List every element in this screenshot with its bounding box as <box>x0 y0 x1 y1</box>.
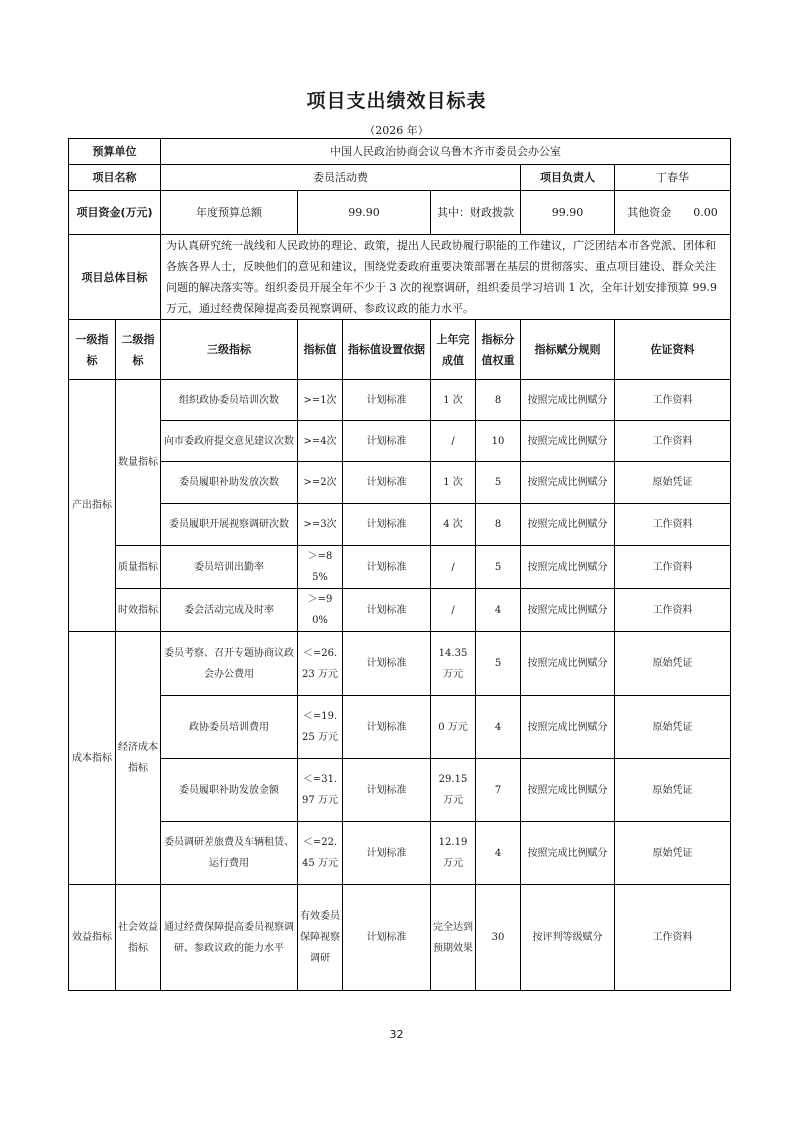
page-number: 32 <box>389 1028 404 1041</box>
level1-cell: 产出指标 <box>69 380 116 632</box>
indicator-rule: 按照完成比例赋分 <box>521 589 615 632</box>
indicator-last-year: 完全达到预期效果 <box>431 885 476 991</box>
table-row <box>69 632 731 696</box>
goal-label: 项目总体目标 <box>69 235 161 320</box>
row-unit <box>69 139 731 165</box>
indicator-rule: 按照完成比例赋分 <box>521 421 615 462</box>
indicator-last-year: / <box>431 589 476 632</box>
leader-value: 丁春华 <box>615 165 731 191</box>
indicator-value: 有效委员保障视察调研 <box>298 885 343 991</box>
indicator-rule: 按评判等级赋分 <box>521 885 615 991</box>
indicator-name: 通过经费保障提高委员视察调研、参政议政的能力水平 <box>161 885 298 991</box>
indicator-value: ＜=19.25 万元 <box>298 696 343 759</box>
indicator-value: ＞=90% <box>298 589 343 632</box>
indicator-evidence: 原始凭证 <box>615 696 731 759</box>
table-row <box>69 885 731 991</box>
indicator-evidence: 原始凭证 <box>615 632 731 696</box>
indicator-weight: 4 <box>476 822 521 885</box>
indicator-name: 委员培训出勤率 <box>161 546 298 589</box>
header-evidence: 佐证资料 <box>615 320 731 380</box>
indicator-value: ＜=22.45 万元 <box>298 822 343 885</box>
page-title: 项目支出绩效目标表 <box>306 90 487 112</box>
indicator-value: >=1次 <box>298 380 343 421</box>
header-weight: 指标分值权重 <box>476 320 521 380</box>
header-basis: 指标值设置依据 <box>343 320 431 380</box>
fiscal-value: 99.90 <box>521 191 615 235</box>
indicator-value: ＜=26.23 万元 <box>298 632 343 696</box>
indicator-weight: 30 <box>476 885 521 991</box>
indicator-evidence: 工作资料 <box>615 421 731 462</box>
indicator-rule: 按照完成比例赋分 <box>521 632 615 696</box>
indicator-basis: 计划标准 <box>343 504 431 546</box>
indicator-basis: 计划标准 <box>343 759 431 822</box>
indicator-evidence: 工作资料 <box>615 885 731 991</box>
indicator-evidence: 原始凭证 <box>615 822 731 885</box>
indicator-basis: 计划标准 <box>343 462 431 504</box>
indicator-weight: 5 <box>476 546 521 589</box>
header-level2: 二级指标 <box>116 320 161 380</box>
indicator-last-year: 0 万元 <box>431 696 476 759</box>
other-value: 0.00 <box>693 206 718 219</box>
header-rule: 指标赋分规则 <box>521 320 615 380</box>
table-row <box>69 421 731 462</box>
row-funds <box>69 191 731 235</box>
indicator-weight: 7 <box>476 759 521 822</box>
table-row <box>69 759 731 822</box>
level2-cell: 质量指标 <box>116 546 161 589</box>
annual-label: 年度预算总额 <box>161 191 298 235</box>
indicator-weight: 4 <box>476 696 521 759</box>
indicator-value: ＜=31.97 万元 <box>298 759 343 822</box>
funds-label: 项目资金(万元) <box>69 191 161 235</box>
table-row <box>69 696 731 759</box>
header-level1: 一级指标 <box>69 320 116 380</box>
indicator-name: 委员履职补助发放次数 <box>161 462 298 504</box>
table-row <box>69 822 731 885</box>
indicator-basis: 计划标准 <box>343 885 431 991</box>
indicator-last-year: 14.35 万元 <box>431 632 476 696</box>
table-row <box>69 504 731 546</box>
indicator-rule: 按照完成比例赋分 <box>521 546 615 589</box>
indicator-last-year: 1 次 <box>431 462 476 504</box>
indicator-last-year: 4 次 <box>431 504 476 546</box>
indicator-rule: 按照完成比例赋分 <box>521 380 615 421</box>
indicator-name: 组织政协委员培训次数 <box>161 380 298 421</box>
indicator-value: ＞=85% <box>298 546 343 589</box>
level2-cell: 社会效益指标 <box>116 885 161 991</box>
fiscal-label: 其中：财政拨款 <box>431 191 521 235</box>
indicator-rule: 按照完成比例赋分 <box>521 759 615 822</box>
indicator-evidence: 原始凭证 <box>615 759 731 822</box>
unit-value: 中国人民政治协商会议乌鲁木齐市委员会办公室 <box>161 139 731 165</box>
row-project <box>69 165 731 191</box>
indicator-rule: 按照完成比例赋分 <box>521 696 615 759</box>
indicator-basis: 计划标准 <box>343 546 431 589</box>
indicator-last-year: / <box>431 546 476 589</box>
indicator-name: 委员履职开展视察调研次数 <box>161 504 298 546</box>
indicator-basis: 计划标准 <box>343 421 431 462</box>
indicator-rule: 按照完成比例赋分 <box>521 462 615 504</box>
indicator-value: >=4次 <box>298 421 343 462</box>
indicator-basis: 计划标准 <box>343 589 431 632</box>
level1-cell: 成本指标 <box>69 632 116 885</box>
indicator-last-year: 1 次 <box>431 380 476 421</box>
annual-value: 99.90 <box>298 191 431 235</box>
indicator-rule: 按照完成比例赋分 <box>521 822 615 885</box>
header-value: 指标值 <box>298 320 343 380</box>
indicator-last-year: 12.19 万元 <box>431 822 476 885</box>
indicator-last-year: / <box>431 421 476 462</box>
leader-label: 项目负责人 <box>521 165 615 191</box>
other-label: 其他资金 <box>627 206 672 219</box>
indicator-name: 委员考察、召开专题协商议政会办公费用 <box>161 632 298 696</box>
indicator-rule: 按照完成比例赋分 <box>521 504 615 546</box>
indicator-evidence: 原始凭证 <box>615 462 731 504</box>
goal-text: 为认真研究统一战线和人民政协的理论、政策，提出人民政协履行职能的工作建议，广泛团结本市各党派、团体和各族各界人士，反映他们的意见和建议，围绕党委政府重要决策部署在基层的贯彻落实、重点项目建设、群众关注问题的解决落实等。组织委员开展全年不少于 3 次的视察调研，组织委员学习培训 1 次，全年计划安排预算 99.9 万元，通过经费保障提高委员视察调研、参政议政的能力水平。 <box>161 235 731 320</box>
project-value: 委员活动费 <box>161 165 521 191</box>
unit-label: 预算单位 <box>69 139 161 165</box>
indicator-weight: 8 <box>476 380 521 421</box>
table-row <box>69 380 731 421</box>
indicator-evidence: 工作资料 <box>615 546 731 589</box>
indicator-weight: 8 <box>476 504 521 546</box>
indicator-weight: 10 <box>476 421 521 462</box>
indicator-weight: 4 <box>476 589 521 632</box>
header-row <box>69 320 731 380</box>
other-funds <box>615 191 731 235</box>
performance-table <box>68 138 731 991</box>
indicator-name: 政协委员培训费用 <box>161 696 298 759</box>
indicator-last-year: 29.15 万元 <box>431 759 476 822</box>
indicator-basis: 计划标准 <box>343 696 431 759</box>
level2-cell: 经济成本指标 <box>116 632 161 885</box>
indicator-value: >=2次 <box>298 462 343 504</box>
indicator-weight: 5 <box>476 632 521 696</box>
table-row <box>69 589 731 632</box>
level1-cell: 效益指标 <box>69 885 116 991</box>
indicator-basis: 计划标准 <box>343 632 431 696</box>
indicator-basis: 计划标准 <box>343 380 431 421</box>
indicator-evidence: 工作资料 <box>615 589 731 632</box>
header-last-year: 上年完成值 <box>431 320 476 380</box>
indicator-evidence: 工作资料 <box>615 504 731 546</box>
header-level3: 三级指标 <box>161 320 298 380</box>
page-year: （2026 年） <box>364 124 429 137</box>
indicator-name: 委员调研差旅费及车辆租赁、运行费用 <box>161 822 298 885</box>
level2-cell: 时效指标 <box>116 589 161 632</box>
indicator-weight: 5 <box>476 462 521 504</box>
indicator-value: >=3次 <box>298 504 343 546</box>
table-row <box>69 546 731 589</box>
project-label: 项目名称 <box>69 165 161 191</box>
indicator-name: 委会活动完成及时率 <box>161 589 298 632</box>
table-row <box>69 462 731 504</box>
indicator-basis: 计划标准 <box>343 822 431 885</box>
row-goal <box>69 235 731 320</box>
level2-cell: 数量指标 <box>116 380 161 546</box>
indicator-evidence: 工作资料 <box>615 380 731 421</box>
indicator-name: 委员履职补助发放金额 <box>161 759 298 822</box>
indicator-name: 向市委政府提交意见建议次数 <box>161 421 298 462</box>
